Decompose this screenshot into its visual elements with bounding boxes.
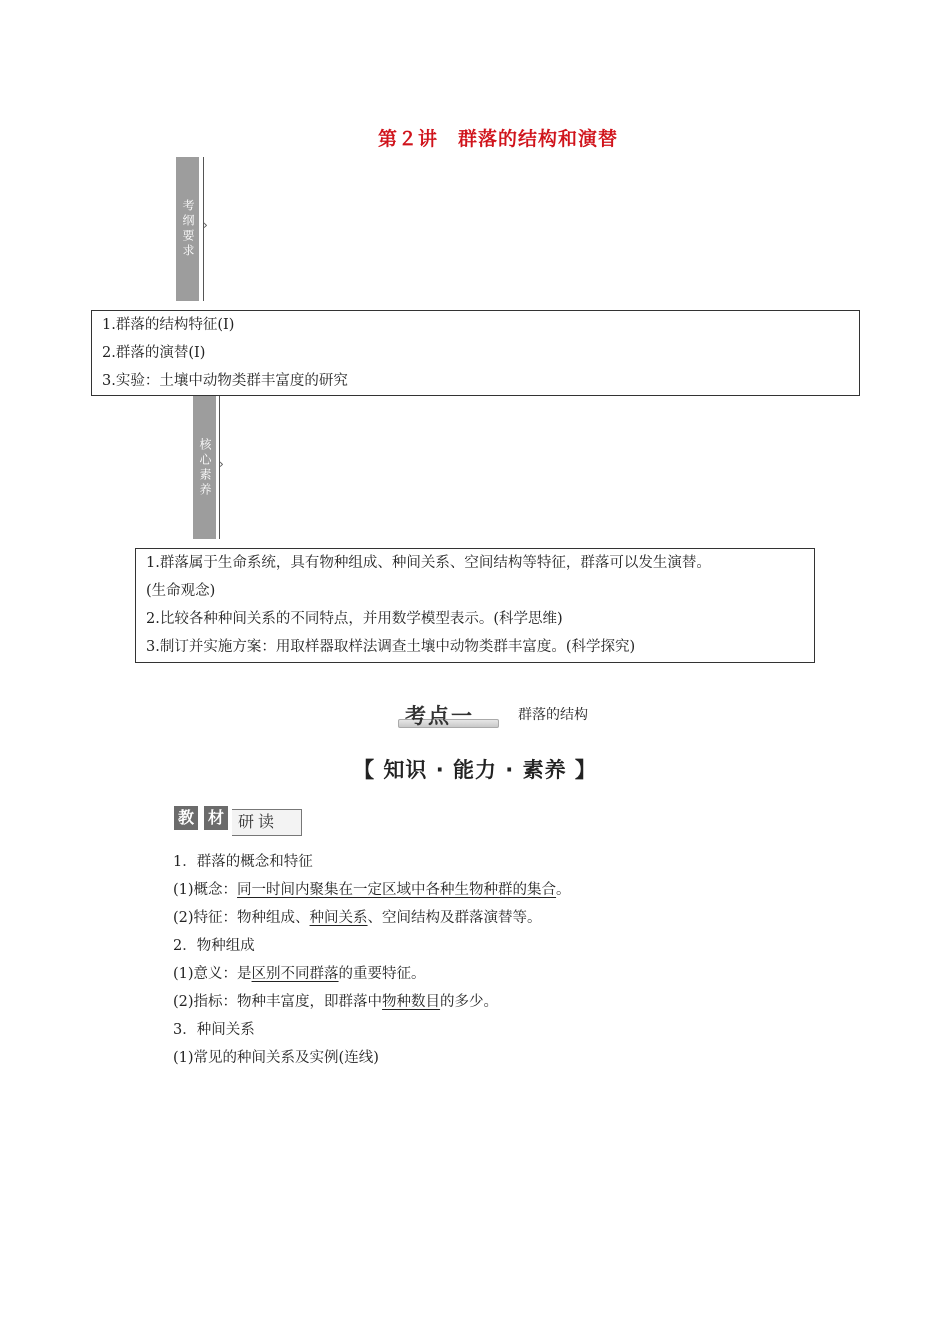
page-title: 第２讲 群落的结构和演替 <box>378 128 619 150</box>
text-span: 的多少。 <box>440 994 499 1010</box>
text-span: 、空间结构及群落演替等。 <box>367 910 542 926</box>
text-span: 。 <box>556 882 571 898</box>
syllabus-tab <box>176 157 199 301</box>
text-span: (1)概念： <box>173 882 238 898</box>
badge-char-2: 材 <box>204 806 228 830</box>
badge-char-1: 教 <box>174 806 198 830</box>
core-literacy-tab-label: 核心素养 <box>198 437 212 498</box>
content-line: (1)常见的种间关系及实例(连线) <box>173 1050 379 1066</box>
answer-underlined: 物种数目 <box>382 994 441 1010</box>
core-literacy-item: 3.制订并实施方案：用取样器取样法调查土壤中动物类群丰富度。(科学探究) <box>146 639 636 655</box>
syllabus-item: 1.群落的结构特征(Ⅰ) <box>102 317 235 333</box>
core-literacy-item: 1.群落属于生命系统，具有物种组成、种间关系、空间结构等特征，群落可以发生演替。 <box>146 555 711 571</box>
text-span: (2)特征：物种组成、 <box>173 910 310 926</box>
syllabus-tab-arrow-icon: › <box>203 218 208 232</box>
kaodian-label: 考点一 <box>405 704 474 728</box>
text-span: (1)意义：是 <box>173 966 252 982</box>
core-literacy-item: 2.比较各种种间关系的不同特点，并用数学模型表示。(科学思维) <box>146 611 563 627</box>
core-literacy-tab <box>193 396 216 539</box>
content-body <box>173 848 571 1072</box>
kaodian-subtitle: 群落的结构 <box>518 707 588 723</box>
content-line <box>173 904 571 932</box>
content-line <box>173 960 571 988</box>
textbook-reading-badge <box>174 806 304 838</box>
text-span: 的重要特征。 <box>338 966 426 982</box>
core-literacy-box <box>135 548 815 663</box>
core-literacy-item: (生命观念) <box>146 583 216 599</box>
content-line: 2．物种组成 <box>173 938 255 954</box>
syllabus-box <box>91 310 860 396</box>
answer-underlined: 区别不同群落 <box>251 966 339 982</box>
syllabus-item: 2.群落的演替(Ⅰ) <box>102 345 206 361</box>
text-span: (2)指标：物种丰富度，即群落中 <box>173 994 383 1010</box>
content-line: 1．群落的概念和特征 <box>173 854 313 870</box>
section-heading: 【 知识 · 能力 · 素养 】 <box>353 758 597 782</box>
answer-underlined: 同一时间内聚集在一定区域中各种生物种群的集合 <box>237 882 557 898</box>
content-line <box>173 988 571 1016</box>
syllabus-tab-label: 考纲要求 <box>181 199 195 259</box>
badge-rest: 研读 <box>232 809 302 836</box>
content-line <box>173 876 571 904</box>
answer-underlined: 种间关系 <box>309 910 368 926</box>
syllabus-item: 3.实验：土壤中动物类群丰富度的研究 <box>102 373 348 389</box>
content-line: 3．种间关系 <box>173 1022 255 1038</box>
core-literacy-tab-arrow-icon: › <box>219 457 224 471</box>
